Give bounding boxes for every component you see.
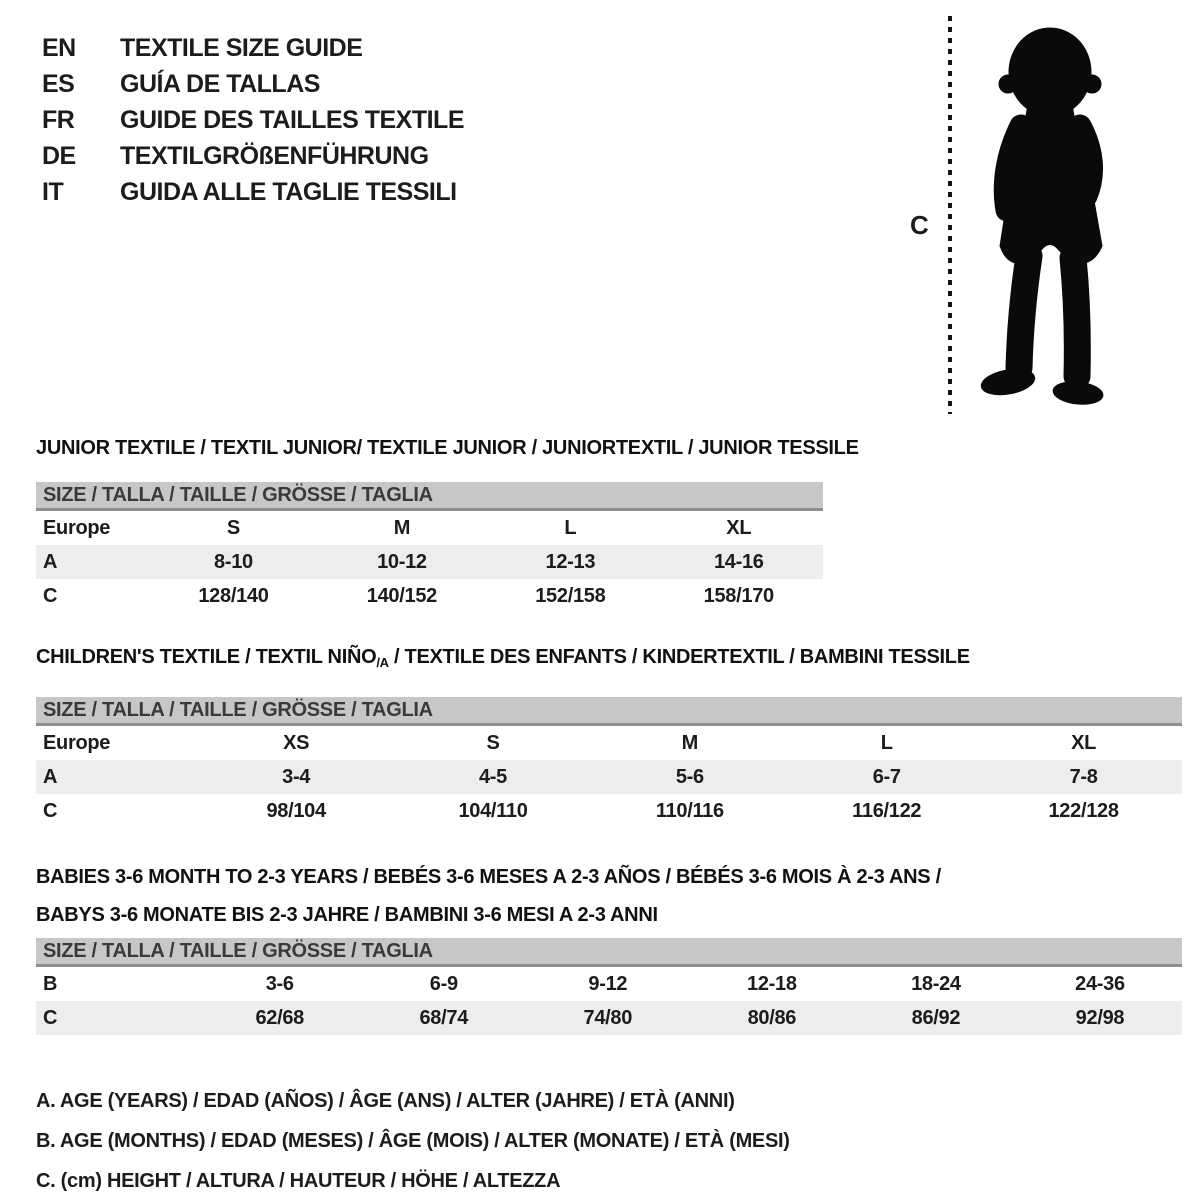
table-cell: M bbox=[681, 731, 699, 754]
language-row-en bbox=[42, 30, 464, 66]
language-row-de bbox=[42, 138, 464, 174]
table-row bbox=[36, 726, 1182, 760]
section-junior-textile bbox=[36, 436, 1182, 613]
table-cell: 6-9 bbox=[429, 972, 458, 995]
row-label: Europe bbox=[43, 731, 111, 754]
table-row bbox=[36, 967, 1182, 1001]
section-title: JUNIOR TEXTILE / TEXTIL JUNIOR/ TEXTILE JUNIOR / JUNIORTEXTIL / JUNIOR TESSILE bbox=[36, 437, 859, 459]
table-cell: 24-36 bbox=[1075, 972, 1125, 995]
legend-line-a: A. AGE (YEARS) / EDAD (AÑOS) / ÂGE (ANS) / ALTER (JAHRE) / ETÀ (ANNI) bbox=[36, 1090, 735, 1112]
table-cell: 86/92 bbox=[911, 1006, 961, 1029]
row-label: B bbox=[43, 972, 58, 995]
row-label: C bbox=[43, 1006, 58, 1029]
height-measure-label: C bbox=[910, 210, 929, 240]
language-code: IT bbox=[42, 178, 64, 206]
table-cell: 92/98 bbox=[1075, 1006, 1125, 1029]
table-cell: 18-24 bbox=[911, 972, 961, 995]
table-cell: 128/140 bbox=[198, 584, 269, 607]
language-title: TEXTILE SIZE GUIDE bbox=[120, 34, 363, 62]
junior-size-table bbox=[36, 511, 823, 613]
size-header-bar: SIZE / TALLA / TAILLE / GRÖSSE / TAGLIA bbox=[36, 482, 823, 511]
table-cell: 12-18 bbox=[747, 972, 797, 995]
size-header-bar: SIZE / TALLA / TAILLE / GRÖSSE / TAGLIA bbox=[36, 938, 1182, 967]
table-cell: 74/80 bbox=[583, 1006, 633, 1029]
table-cell: 9-12 bbox=[588, 972, 628, 995]
table-row bbox=[36, 1001, 1182, 1035]
table-cell: 7-8 bbox=[1069, 765, 1098, 788]
section-title bbox=[36, 645, 1182, 675]
table-cell: 122/128 bbox=[1048, 799, 1119, 822]
size-tables bbox=[36, 436, 1182, 1200]
table-row bbox=[36, 511, 823, 545]
language-title: GUÍA DE TALLAS bbox=[120, 70, 320, 98]
table-cell: 158/170 bbox=[703, 584, 774, 607]
language-code: ES bbox=[42, 70, 75, 98]
table-cell: 3-6 bbox=[265, 972, 294, 995]
table-row bbox=[36, 545, 823, 579]
table-cell: 5-6 bbox=[675, 765, 704, 788]
language-code: EN bbox=[42, 34, 76, 62]
row-label: A bbox=[43, 765, 58, 788]
table-cell: XL bbox=[1071, 731, 1097, 754]
table-cell: XS bbox=[283, 731, 310, 754]
table-cell: S bbox=[486, 731, 500, 754]
row-label: A bbox=[43, 550, 58, 573]
table-cell: M bbox=[393, 516, 411, 539]
table-cell: XL bbox=[726, 516, 752, 539]
table-row bbox=[36, 579, 823, 613]
table-cell: 12-13 bbox=[545, 550, 596, 573]
title-subscript: /A bbox=[376, 655, 389, 670]
size-header-bar: SIZE / TALLA / TAILLE / GRÖSSE / TAGLIA bbox=[36, 697, 1182, 726]
language-title: TEXTILGRÖßENFÜHRUNG bbox=[120, 142, 429, 170]
table-cell: 104/110 bbox=[458, 799, 528, 822]
table-cell: 62/68 bbox=[255, 1006, 304, 1029]
table-row bbox=[36, 794, 1182, 828]
language-title: GUIDE DES TAILLES TEXTILE bbox=[120, 106, 465, 134]
table-cell: S bbox=[226, 516, 240, 539]
table-cell: 68/74 bbox=[419, 1006, 469, 1029]
table-cell: 10-12 bbox=[377, 550, 427, 573]
table-cell: 4-5 bbox=[478, 765, 507, 788]
section-title-line-2: BABYS 3-6 MONATE BIS 2-3 JAHRE / BAMBINI 3-6 MESI A 2-3 ANNI bbox=[36, 904, 658, 926]
title-text: / TEXTILE DES ENFANTS / KINDERTEXTIL / BAMBINI TESSILE bbox=[388, 646, 970, 668]
legend-line-c: C. (cm) HEIGHT / ALTURA / HAUTEUR / HÖHE / ALTEZZA bbox=[36, 1170, 561, 1192]
table-cell: 14-16 bbox=[713, 550, 764, 573]
table-cell: 98/104 bbox=[266, 799, 326, 822]
language-code: DE bbox=[42, 142, 76, 170]
language-code: FR bbox=[42, 106, 75, 134]
row-label: Europe bbox=[43, 516, 111, 539]
table-row bbox=[36, 760, 1182, 794]
babies-size-table bbox=[36, 967, 1182, 1035]
legend-line-b: B. AGE (MONTHS) / EDAD (MESES) / ÂGE (MOIS) / ALTER (MONATE) / ETÀ (MESI) bbox=[36, 1130, 790, 1152]
section-children-textile bbox=[36, 645, 1182, 828]
legend bbox=[36, 1081, 1182, 1200]
language-row-es bbox=[42, 66, 464, 102]
table-cell: L bbox=[564, 516, 577, 539]
table-cell: 110/116 bbox=[655, 799, 724, 822]
table-cell: 140/152 bbox=[366, 584, 437, 607]
table-cell: 116/122 bbox=[852, 799, 922, 822]
language-list bbox=[42, 30, 464, 210]
language-title: GUIDA ALLE TAGLIE TESSILI bbox=[120, 178, 457, 206]
children-size-table bbox=[36, 726, 1182, 828]
table-cell: 152/158 bbox=[535, 584, 606, 607]
language-row-it bbox=[42, 174, 464, 210]
table-cell: 8-10 bbox=[214, 550, 253, 573]
title-text: CHILDREN'S TEXTILE / TEXTIL NIÑO bbox=[36, 646, 377, 668]
table-cell: 80/86 bbox=[747, 1006, 797, 1029]
section-babies-textile bbox=[36, 858, 1182, 1035]
height-measure-line bbox=[948, 16, 952, 414]
table-cell: 3-4 bbox=[282, 765, 311, 788]
language-row-fr bbox=[42, 102, 464, 138]
section-title-line-1: BABIES 3-6 MONTH TO 2-3 YEARS / BEBÉS 3-6 MESES A 2-3 AÑOS / BÉBÉS 3-6 MOIS À 2-3 ANS / bbox=[36, 866, 941, 888]
table-cell: 6-7 bbox=[872, 765, 901, 788]
toddler-silhouette-icon bbox=[962, 20, 1142, 420]
table-cell: L bbox=[880, 731, 893, 754]
row-label: C bbox=[43, 584, 58, 607]
row-label: C bbox=[43, 799, 58, 822]
